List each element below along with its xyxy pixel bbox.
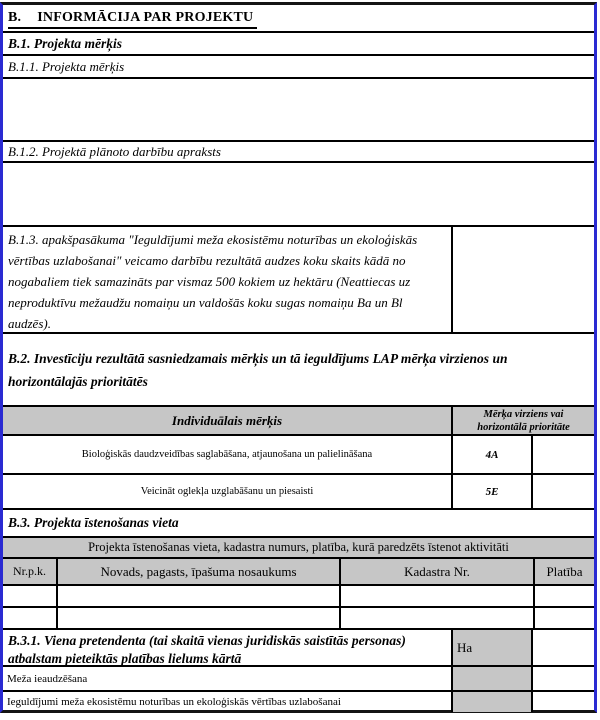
b3-header-kadastra-cell <box>341 559 535 584</box>
b12-input-area[interactable] <box>3 163 594 227</box>
b3-title: B.3. Projekta īstenošanas vieta <box>8 515 179 530</box>
section-b-title-text: INFORMĀCIJA PAR PROJEKTU <box>37 10 254 25</box>
b3-kadastra-input-cell[interactable] <box>341 586 535 606</box>
b3-table-caption: Projekta īstenošanas vieta, kadastra numurs, platība, kurā paredzēts īstenot aktivitāti <box>88 540 509 554</box>
b31-unit-cell <box>453 630 533 665</box>
b2-goal-cell <box>3 475 453 508</box>
b3-header-platiba: Platība <box>546 563 583 579</box>
b3-table-caption-row <box>3 538 594 559</box>
b13-row <box>3 227 594 334</box>
b2-data-row <box>3 436 594 475</box>
b3-column-header-row <box>3 559 594 586</box>
b3-header-novads-cell <box>58 559 341 584</box>
b2-code-text: 5E <box>485 485 499 498</box>
b3-platiba-input-cell[interactable] <box>535 608 594 628</box>
b13-value-cell[interactable] <box>453 227 594 332</box>
b3-header-novads: Novads, pagasts, īpašuma nosaukums <box>100 563 297 579</box>
b2-priority-input-cell[interactable] <box>533 436 594 473</box>
b31-extra-input-cell[interactable] <box>533 667 594 690</box>
b31-value-input-cell[interactable] <box>533 630 594 665</box>
b13-label-cell <box>3 227 453 332</box>
section-b-label: B. <box>8 10 22 25</box>
b2-priority-header: Mērķa virziens vai horizontālā prioritāte <box>477 408 570 433</box>
b3-header-nr-cell <box>3 559 58 584</box>
b3-table-row <box>3 608 594 630</box>
b3-platiba-input-cell[interactable] <box>535 586 594 606</box>
section-b-title <box>8 7 257 29</box>
b2-code-text: 4A <box>485 448 499 461</box>
b11-input-area[interactable] <box>3 79 594 142</box>
b2-priority-header-cell <box>453 407 594 434</box>
b31-activity-label: Meža ieaudzēšana <box>7 672 88 685</box>
b31-title-cell <box>3 630 453 665</box>
b3-header-platiba-cell <box>535 559 594 584</box>
form-sheet <box>0 2 597 713</box>
b13-label: B.1.3. apakšpasākuma "Ieguldījumi meža ekosistēmu noturības un ekoloģiskās vērtības uzlabošanai" veicamo darbību rezultātā audzes koku skaits kādā no nogabaliem tiek samazināts par vismaz 500 kokiem uz hektāru (Neattiecas uz neproduktīvu mežaudžu nomaiņu un valdošās koku sugas nomaiņu Ba un Bl audzēs). <box>8 232 418 331</box>
b2-table-header-row <box>3 407 594 436</box>
b11-label-row <box>3 56 594 79</box>
b3-novads-input-cell[interactable] <box>58 608 341 628</box>
b1-title-row <box>3 33 594 56</box>
b3-header-kadastra: Kadastra Nr. <box>404 563 470 579</box>
b2-goal-text: Bioloģiskās daudzveidības saglabāšana, atjaunošana un palielināšana <box>81 449 373 460</box>
b3-novads-input-cell[interactable] <box>58 586 341 606</box>
b3-title-row <box>3 510 594 538</box>
b2-goal-header-cell <box>3 407 453 434</box>
b31-data-row <box>3 692 594 712</box>
b31-ha-input-cell[interactable] <box>453 692 533 712</box>
b3-table-row <box>3 586 594 608</box>
b31-data-row <box>3 667 594 692</box>
b31-ha-input-cell[interactable] <box>453 667 533 690</box>
b2-priority-input-cell[interactable] <box>533 475 594 508</box>
b2-title-row <box>3 334 594 407</box>
b2-data-row <box>3 475 594 510</box>
section-b-header-row <box>3 5 594 33</box>
b2-title: B.2. Investīciju rezultātā sasniedzamais mērķis un tā ieguldījums LAP mērķa virzienos un horizontālajās prioritātēs <box>8 351 508 389</box>
b3-nr-input-cell[interactable] <box>3 608 58 628</box>
b12-label-row <box>3 142 594 163</box>
b2-goal-cell <box>3 436 453 473</box>
b2-code-cell <box>453 436 533 473</box>
b31-activity-label: Ieguldījumi meža ekosistēmu noturības un ekoloģiskās vērtības uzlabošanai <box>7 696 341 708</box>
b3-kadastra-input-cell[interactable] <box>341 608 535 628</box>
b12-label: B.1.2. Projektā plānoto darbību apraksts <box>8 143 221 159</box>
b1-title: B.1. Projekta mērķis <box>8 35 122 51</box>
b2-code-cell <box>453 475 533 508</box>
b11-label: B.1.1. Projekta mērķis <box>8 58 125 74</box>
b31-unit-label: Ha <box>457 639 473 655</box>
b2-goal-header: Individuālais mērķis <box>171 412 283 428</box>
b3-nr-input-cell[interactable] <box>3 586 58 606</box>
b3-header-nr: Nr.p.k. <box>13 564 46 578</box>
b31-title-row <box>3 630 594 667</box>
b2-goal-text: Veicināt oglekļa uzglabāšanu un piesaisti <box>140 486 314 497</box>
b31-activity-cell <box>3 692 453 712</box>
b31-activity-cell <box>3 667 453 690</box>
b31-extra-input-cell[interactable] <box>533 692 594 712</box>
b31-title: B.3.1. Viena pretendenta (tai skaitā vienas juridiskās saistītās personas) atbalstam pieteiktās platības lielums kārtā <box>8 633 406 666</box>
